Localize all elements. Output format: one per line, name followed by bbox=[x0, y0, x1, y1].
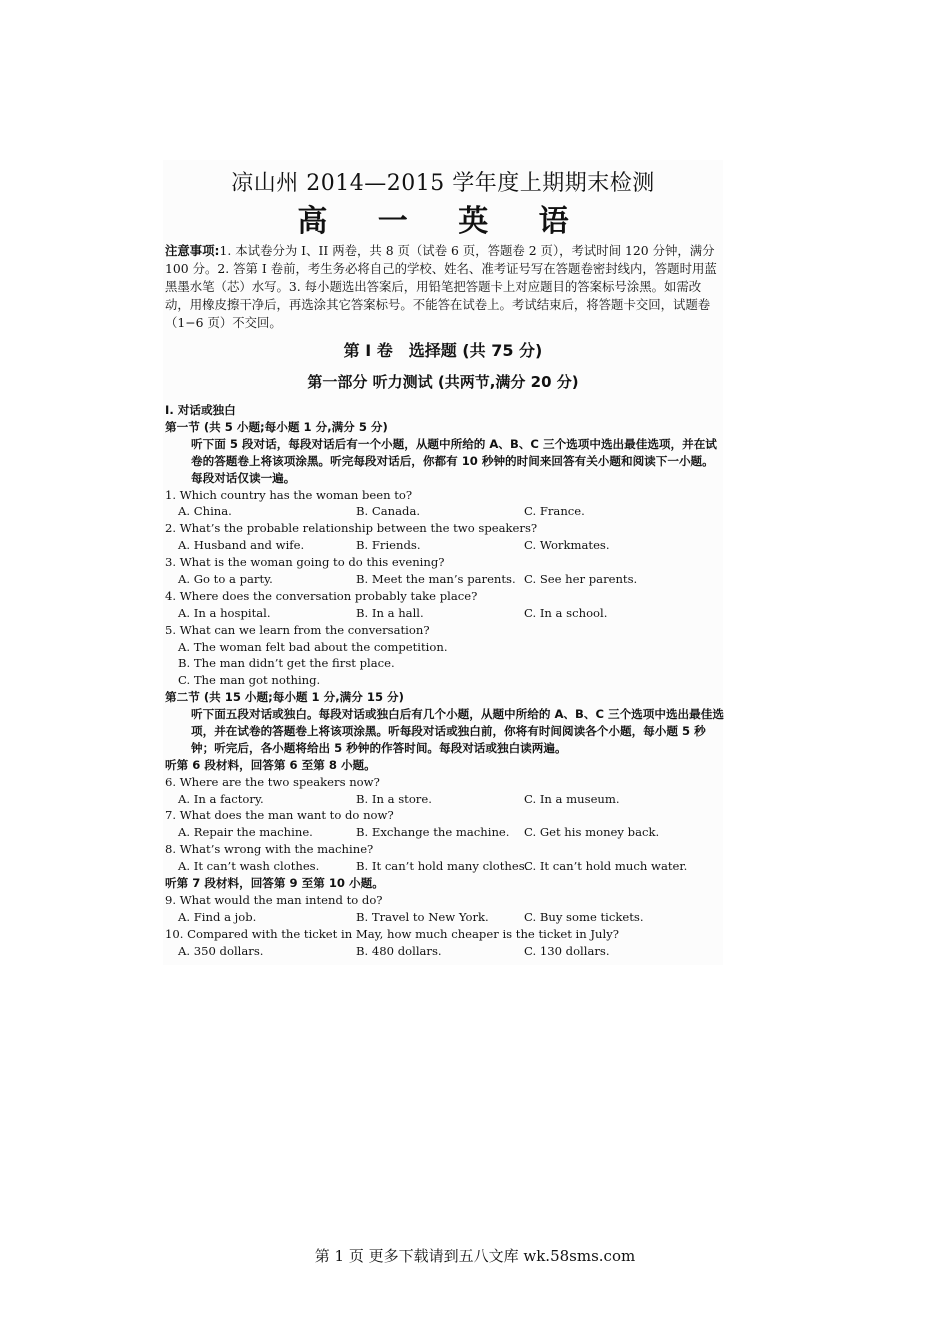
exam-notes bbox=[165, 242, 723, 332]
option-b: B. Friends. bbox=[356, 538, 421, 553]
subject-title: 高 一 英 语 bbox=[297, 204, 589, 239]
option-b: B. Exchange the machine. bbox=[356, 825, 510, 840]
instructions-1: 听下面 5 段对话，每段对话后有一个小题，从题中所给的 A、B、C 三个选项中选出最佳选项，并在试卷的答题卷上将该项涂黑。听完每段对话后，你都有 10 秒钟的时间来回答有关小题和阅读下一小题。每段对话仅读一遍。 bbox=[191, 436, 717, 485]
option-c: C. It can’t hold much water. bbox=[524, 859, 688, 874]
subsection-2-heading: 第二节 (共 15 小题;每小题 1 分,满分 15 分) bbox=[165, 690, 404, 705]
option-a: A. China. bbox=[178, 504, 232, 519]
options bbox=[165, 858, 725, 875]
listen-material-6: 听第 6 段材料，回答第 6 至第 8 小题。 bbox=[165, 757, 376, 772]
options bbox=[165, 824, 725, 841]
exam-title: 凉山州 2014—2015 学年度上期期末检测 bbox=[231, 171, 655, 196]
options bbox=[165, 909, 725, 926]
question-block-2 bbox=[165, 774, 725, 875]
option-a: A. 350 dollars. bbox=[178, 943, 264, 958]
page-footer: 第 1 页 更多下载请到五八文库 wk.58sms.com bbox=[314, 1247, 636, 1265]
question: 3. What is the woman going to do this evening? bbox=[165, 555, 445, 570]
options bbox=[165, 943, 725, 960]
section-title: 第 I 卷 选择题 (共 75 分) bbox=[343, 341, 543, 360]
subsection-1-heading: 第一节 (共 5 小题;每小题 1 分,满分 5 分) bbox=[165, 419, 388, 434]
option-b: B. 480 dollars. bbox=[356, 943, 442, 958]
notes-label: 注意事项: bbox=[165, 243, 220, 258]
options bbox=[165, 503, 725, 520]
option-a: A. Find a job. bbox=[178, 909, 257, 924]
option-a: A. The woman felt bad about the competition. bbox=[178, 639, 448, 654]
option-c: C. The man got nothing. bbox=[178, 673, 321, 688]
option-a: A. In a factory. bbox=[178, 791, 264, 806]
options bbox=[165, 537, 725, 554]
option-c: C. Get his money back. bbox=[524, 825, 660, 840]
option-a: A. Repair the machine. bbox=[178, 825, 313, 840]
option-a: A. Go to a party. bbox=[178, 571, 273, 586]
option-c: C. See her parents. bbox=[524, 571, 638, 586]
option-c: C. 130 dollars. bbox=[524, 943, 610, 958]
option-a: A. In a hospital. bbox=[178, 605, 271, 620]
option-c: C. In a museum. bbox=[524, 791, 620, 806]
question: 4. Where does the conversation probably take place? bbox=[165, 588, 478, 603]
question: 1. Which country has the woman been to? bbox=[165, 487, 413, 502]
instructions-2: 听下面五段对话或独白。每段对话或独白后有几个小题，从题中所给的 A、B、C 三个选项中选出最佳选项，并在试卷的答题卷上将该项涂黑。听每段对话或独白前，你将有时间阅读各个小题，每小题 5 秒钟；听完后，各小题将给出 5 秒钟的作答时间。每段对话或独白读两遍。 bbox=[191, 707, 724, 755]
question: 2. What’s the probable relationship between the two speakers? bbox=[165, 521, 538, 536]
option-b: B. In a store. bbox=[356, 791, 432, 806]
option-b: B. Meet the man’s parents. bbox=[356, 571, 516, 586]
options bbox=[165, 791, 725, 808]
option-b: B. The man didn’t get the first place. bbox=[178, 656, 395, 671]
option-b: B. Canada. bbox=[356, 504, 421, 519]
option-c: C. Workmates. bbox=[524, 538, 610, 553]
option-b: B. Travel to New York. bbox=[356, 909, 489, 924]
question: 5. What can we learn from the conversation? bbox=[165, 622, 430, 637]
listen-material-7: 听第 7 段材料，回答第 9 至第 10 小题。 bbox=[165, 876, 384, 891]
option-c: C. France. bbox=[524, 504, 585, 519]
option-b: B. It can’t hold many clothes. bbox=[356, 859, 529, 874]
question: 6. Where are the two speakers now? bbox=[165, 774, 380, 789]
notes-text: 1. 本试卷分为 I、II 两卷，共 8 页（试卷 6 页，答题卷 2 页），考试时间 120 分钟，满分 100 分。2. 答第 I 卷前，考生务必将自己的学校、姓名、准考证号写在答题卷密封线内，答题时用蓝黑墨水笔（芯）水写。3. 每小题选出答案后，用铅笔把答题卡上对应题目的答案标号涂黑。如需改动，用橡皮擦干净后，再选涂其它答案标号。不能答在试卷上。考试结束后，将答题卡交回，试题卷（1−6 页）不交回。 bbox=[165, 243, 717, 330]
options bbox=[165, 605, 725, 622]
option-a: A. It can’t wash clothes. bbox=[178, 859, 320, 874]
options bbox=[165, 571, 725, 588]
question-block-3 bbox=[165, 892, 725, 960]
listening-section bbox=[165, 402, 725, 959]
option-b: B. In a hall. bbox=[356, 605, 424, 620]
question: 9. What would the man intend to do? bbox=[165, 892, 383, 907]
question-block-1 bbox=[165, 487, 725, 690]
question: 7. What does the man want to do now? bbox=[165, 808, 394, 823]
option-c: C. Buy some tickets. bbox=[524, 909, 644, 924]
part-heading: I. 对话或独白 bbox=[165, 403, 236, 417]
question: 8. What’s wrong with the machine? bbox=[165, 842, 374, 857]
part-title: 第一部分 听力测试 (共两节,满分 20 分) bbox=[307, 373, 579, 391]
option-a: A. Husband and wife. bbox=[178, 538, 305, 553]
option-c: C. In a school. bbox=[524, 605, 608, 620]
question: 10. Compared with the ticket in May, how much cheaper is the ticket in July? bbox=[165, 926, 620, 941]
